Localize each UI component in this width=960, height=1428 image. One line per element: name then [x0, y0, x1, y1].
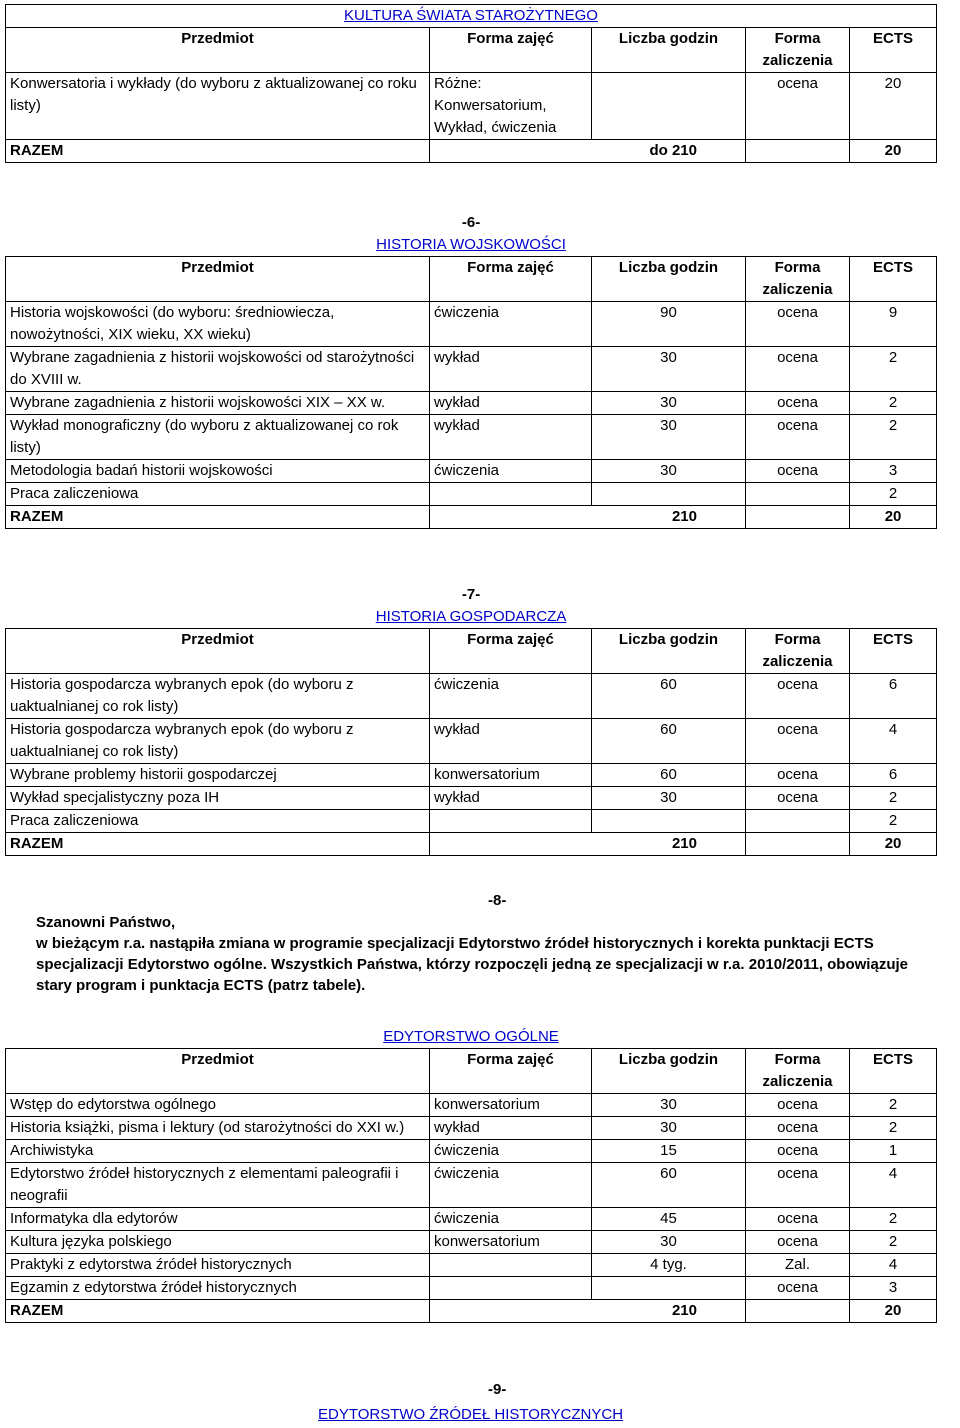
assessment-cell: ocena — [746, 764, 850, 787]
header-forma-zajec: Forma zajęć — [430, 28, 592, 73]
table-row — [6, 415, 937, 460]
header-ects: ECTS — [850, 28, 937, 73]
notice-line: specjalizacji Edytorstwo ogólne. Wszystkich Państwa, którzy rozpoczęli jedną ze specjalizacji w r.a. 2010/2011, obowiązuje — [36, 956, 908, 973]
header-liczba-godzin: Liczba godzin — [592, 257, 746, 302]
total-label: RAZEM — [6, 140, 430, 163]
form-cell — [430, 1254, 592, 1277]
ects-cell: 6 — [850, 764, 937, 787]
table-row — [6, 1117, 937, 1140]
table-row — [6, 483, 937, 506]
table-gospodarcza — [5, 584, 937, 856]
hours-cell: 45 — [592, 1208, 746, 1231]
subject-cell: Wybrane zagadnienia z historii wojskowości od starożytności do XVIII w. — [6, 347, 430, 392]
assessment-cell: ocena — [746, 460, 850, 483]
subject-cell: Praktyki z edytorstwa źródeł historycznych — [6, 1254, 430, 1277]
page-number: -7- — [461, 586, 481, 603]
hours-cell: 30 — [592, 1094, 746, 1117]
ects-cell: 4 — [850, 719, 937, 764]
table-row — [6, 1231, 937, 1254]
header-przedmiot: Przedmiot — [6, 629, 430, 674]
hours-cell — [592, 73, 746, 140]
header-forma-zaliczenia: Forma zaliczenia — [746, 28, 850, 73]
subject-cell: Archiwistyka — [6, 1140, 430, 1163]
form-cell: ćwiczenia — [430, 1140, 592, 1163]
total-label: RAZEM — [6, 833, 430, 856]
section-title: KULTURA ŚWIATA STAROŻYTNEGO — [6, 5, 937, 28]
ects-cell: 20 — [850, 73, 937, 140]
header-ects: ECTS — [850, 629, 937, 674]
subject-cell: Wybrane problemy historii gospodarczej — [6, 764, 430, 787]
assessment-cell: Zal. — [746, 1254, 850, 1277]
section-title: HISTORIA GOSPODARCZA — [375, 608, 567, 625]
assessment-cell: ocena — [746, 73, 850, 140]
form-cell: ćwiczenia — [430, 302, 592, 347]
total-label: RAZEM — [6, 1300, 430, 1323]
subject-cell: Wykład specjalistyczny poza IH — [6, 787, 430, 810]
header-forma-zajec: Forma zajęć — [430, 629, 592, 674]
table-row — [6, 347, 937, 392]
table-row — [6, 73, 937, 140]
header-liczba-godzin: Liczba godzin — [592, 1049, 746, 1094]
subject-cell: Informatyka dla edytorów — [6, 1208, 430, 1231]
form-cell: konwersatorium — [430, 764, 592, 787]
table-row — [6, 810, 937, 833]
total-ects: 20 — [850, 140, 937, 163]
ects-cell: 6 — [850, 674, 937, 719]
table-row — [6, 764, 937, 787]
table-row — [6, 1163, 937, 1208]
header-forma-zaliczenia: Forma zaliczenia — [746, 1049, 850, 1094]
header-przedmiot: Przedmiot — [6, 28, 430, 73]
header-przedmiot: Przedmiot — [6, 257, 430, 302]
page-number: -9- — [488, 1381, 507, 1398]
assessment-cell: ocena — [746, 719, 850, 764]
hours-cell: 30 — [592, 415, 746, 460]
header-forma-zaliczenia: Forma zaliczenia — [746, 629, 850, 674]
ects-cell: 2 — [850, 1117, 937, 1140]
table-row — [6, 1208, 937, 1231]
total-hours: 210 — [430, 506, 746, 529]
total-row — [6, 1300, 937, 1323]
form-cell: ćwiczenia — [430, 1163, 592, 1208]
table-row — [6, 302, 937, 347]
assessment-cell: ocena — [746, 302, 850, 347]
section-title: EDYTORSTWO ŹRÓDEŁ HISTORYCZNYCH — [318, 1406, 624, 1423]
form-cell: wykład — [430, 787, 592, 810]
subject-cell: Historia książki, pisma i lektury (od starożytności do XXI w.) — [6, 1117, 430, 1140]
total-row — [6, 140, 937, 163]
hours-cell: 4 tyg. — [592, 1254, 746, 1277]
assessment-cell: ocena — [746, 415, 850, 460]
assessment-cell: ocena — [746, 392, 850, 415]
assessment-cell: ocena — [746, 1231, 850, 1254]
hours-cell: 15 — [592, 1140, 746, 1163]
total-row — [6, 833, 937, 856]
ects-cell: 2 — [850, 415, 937, 460]
ects-cell: 4 — [850, 1163, 937, 1208]
form-cell: ćwiczenia — [430, 460, 592, 483]
header-forma-zajec: Forma zajęć — [430, 1049, 592, 1094]
table-row — [6, 1140, 937, 1163]
total-hours: 210 — [430, 833, 746, 856]
form-cell: ćwiczenia — [430, 1208, 592, 1231]
assessment-cell: ocena — [746, 347, 850, 392]
subject-cell: Wstęp do edytorstwa ogólnego — [6, 1094, 430, 1117]
total-ects: 20 — [850, 506, 937, 529]
subject-cell: Egzamin z edytorstwa źródeł historycznych — [6, 1277, 430, 1300]
table-row — [6, 787, 937, 810]
page-number: -8- — [488, 892, 507, 909]
table-wojskowosc — [5, 212, 937, 529]
notice-line: stary program i punktacja ECTS (patrz tabele). — [36, 977, 366, 994]
header-liczba-godzin: Liczba godzin — [592, 28, 746, 73]
subject-cell: Praca zaliczeniowa — [6, 483, 430, 506]
notice-text — [36, 912, 960, 996]
assessment-cell: ocena — [746, 1140, 850, 1163]
form-cell: wykład — [430, 1117, 592, 1140]
form-cell: wykład — [430, 415, 592, 460]
hours-cell: 60 — [592, 764, 746, 787]
total-ects: 20 — [850, 1300, 937, 1323]
ects-cell: 2 — [850, 392, 937, 415]
hours-cell: 30 — [592, 787, 746, 810]
table-row — [6, 1277, 937, 1300]
form-cell: wykład — [430, 719, 592, 764]
notice-line: w bieżącym r.a. nastąpiła zmiana w programie specjalizacji Edytorstwo źródeł historycznych i korekta punktacji ECTS — [36, 935, 874, 952]
subject-cell: Historia gospodarcza wybranych epok (do wyboru z uaktualnianej co rok listy) — [6, 674, 430, 719]
assessment-cell: ocena — [746, 1163, 850, 1208]
ects-cell: 3 — [850, 460, 937, 483]
hours-cell — [592, 1277, 746, 1300]
hours-cell: 30 — [592, 347, 746, 392]
total-label: RAZEM — [6, 506, 430, 529]
header-ects: ECTS — [850, 1049, 937, 1094]
ects-cell: 2 — [850, 1231, 937, 1254]
total-hours: 210 — [430, 1300, 746, 1323]
form-cell: wykład — [430, 347, 592, 392]
header-liczba-godzin: Liczba godzin — [592, 629, 746, 674]
header-forma-zajec: Forma zajęć — [430, 257, 592, 302]
subject-cell: Konwersatoria i wykłady (do wyboru z aktualizowanej co roku listy) — [6, 73, 430, 140]
subject-cell: Metodologia badań historii wojskowości — [6, 460, 430, 483]
subject-cell: Historia wojskowości (do wyboru: średniowiecza, nowożytności, XIX wieku, XX wieku) — [6, 302, 430, 347]
ects-cell: 2 — [850, 1094, 937, 1117]
section-title: HISTORIA WOJSKOWOŚCI — [376, 236, 566, 253]
hours-cell: 60 — [592, 674, 746, 719]
hours-cell: 30 — [592, 1117, 746, 1140]
subject-cell: Edytorstwo źródeł historycznych z elementami paleografii i neografii — [6, 1163, 430, 1208]
table-row — [6, 719, 937, 764]
subject-cell: Wybrane zagadnienia z historii wojskowości XIX – XX w. — [6, 392, 430, 415]
table-row — [6, 1094, 937, 1117]
subject-cell: Kultura języka polskiego — [6, 1231, 430, 1254]
assessment-cell: ocena — [746, 1208, 850, 1231]
page-number: -6- — [461, 214, 481, 231]
assessment-cell: ocena — [746, 1117, 850, 1140]
form-cell: konwersatorium — [430, 1094, 592, 1117]
hours-cell: 30 — [592, 460, 746, 483]
header-forma-zaliczenia: Forma zaliczenia — [746, 257, 850, 302]
hours-cell: 60 — [592, 719, 746, 764]
table-row — [6, 460, 937, 483]
hours-cell: 90 — [592, 302, 746, 347]
total-row — [6, 506, 937, 529]
table-edytorstwo — [5, 1026, 937, 1323]
header-przedmiot: Przedmiot — [6, 1049, 430, 1094]
ects-cell: 2 — [850, 347, 937, 392]
assessment-cell: ocena — [746, 787, 850, 810]
assessment-cell: ocena — [746, 1277, 850, 1300]
table-row — [6, 1254, 937, 1277]
assessment-cell: ocena — [746, 1094, 850, 1117]
ects-cell: 2 — [850, 483, 937, 506]
notice-greeting: Szanowni Państwo, — [36, 914, 176, 931]
assessment-cell: ocena — [746, 674, 850, 719]
ects-cell: 1 — [850, 1140, 937, 1163]
form-cell: Różne: Konwersatorium, Wykład, ćwiczenia — [430, 73, 592, 140]
subject-cell: Historia gospodarcza wybranych epok (do wyboru z uaktualnianej co rok listy) — [6, 719, 430, 764]
section-title: EDYTORSTWO OGÓLNE — [383, 1028, 559, 1045]
ects-cell: 2 — [850, 787, 937, 810]
ects-cell: 3 — [850, 1277, 937, 1300]
form-cell: konwersatorium — [430, 1231, 592, 1254]
form-cell — [430, 1277, 592, 1300]
subject-cell: Wykład monograficzny (do wyboru z aktualizowanej co rok listy) — [6, 415, 430, 460]
table-row — [6, 392, 937, 415]
table-row — [6, 674, 937, 719]
header-ects: ECTS — [850, 257, 937, 302]
subject-cell: Praca zaliczeniowa — [6, 810, 430, 833]
ects-cell: 2 — [850, 810, 937, 833]
ects-cell: 9 — [850, 302, 937, 347]
total-hours: do 210 — [430, 140, 746, 163]
hours-cell: 60 — [592, 1163, 746, 1208]
ects-cell: 2 — [850, 1208, 937, 1231]
table-kultura — [5, 4, 937, 163]
form-cell: ćwiczenia — [430, 674, 592, 719]
hours-cell: 30 — [592, 392, 746, 415]
ects-cell: 4 — [850, 1254, 937, 1277]
hours-cell: 30 — [592, 1231, 746, 1254]
total-ects: 20 — [850, 833, 937, 856]
form-cell: wykład — [430, 392, 592, 415]
